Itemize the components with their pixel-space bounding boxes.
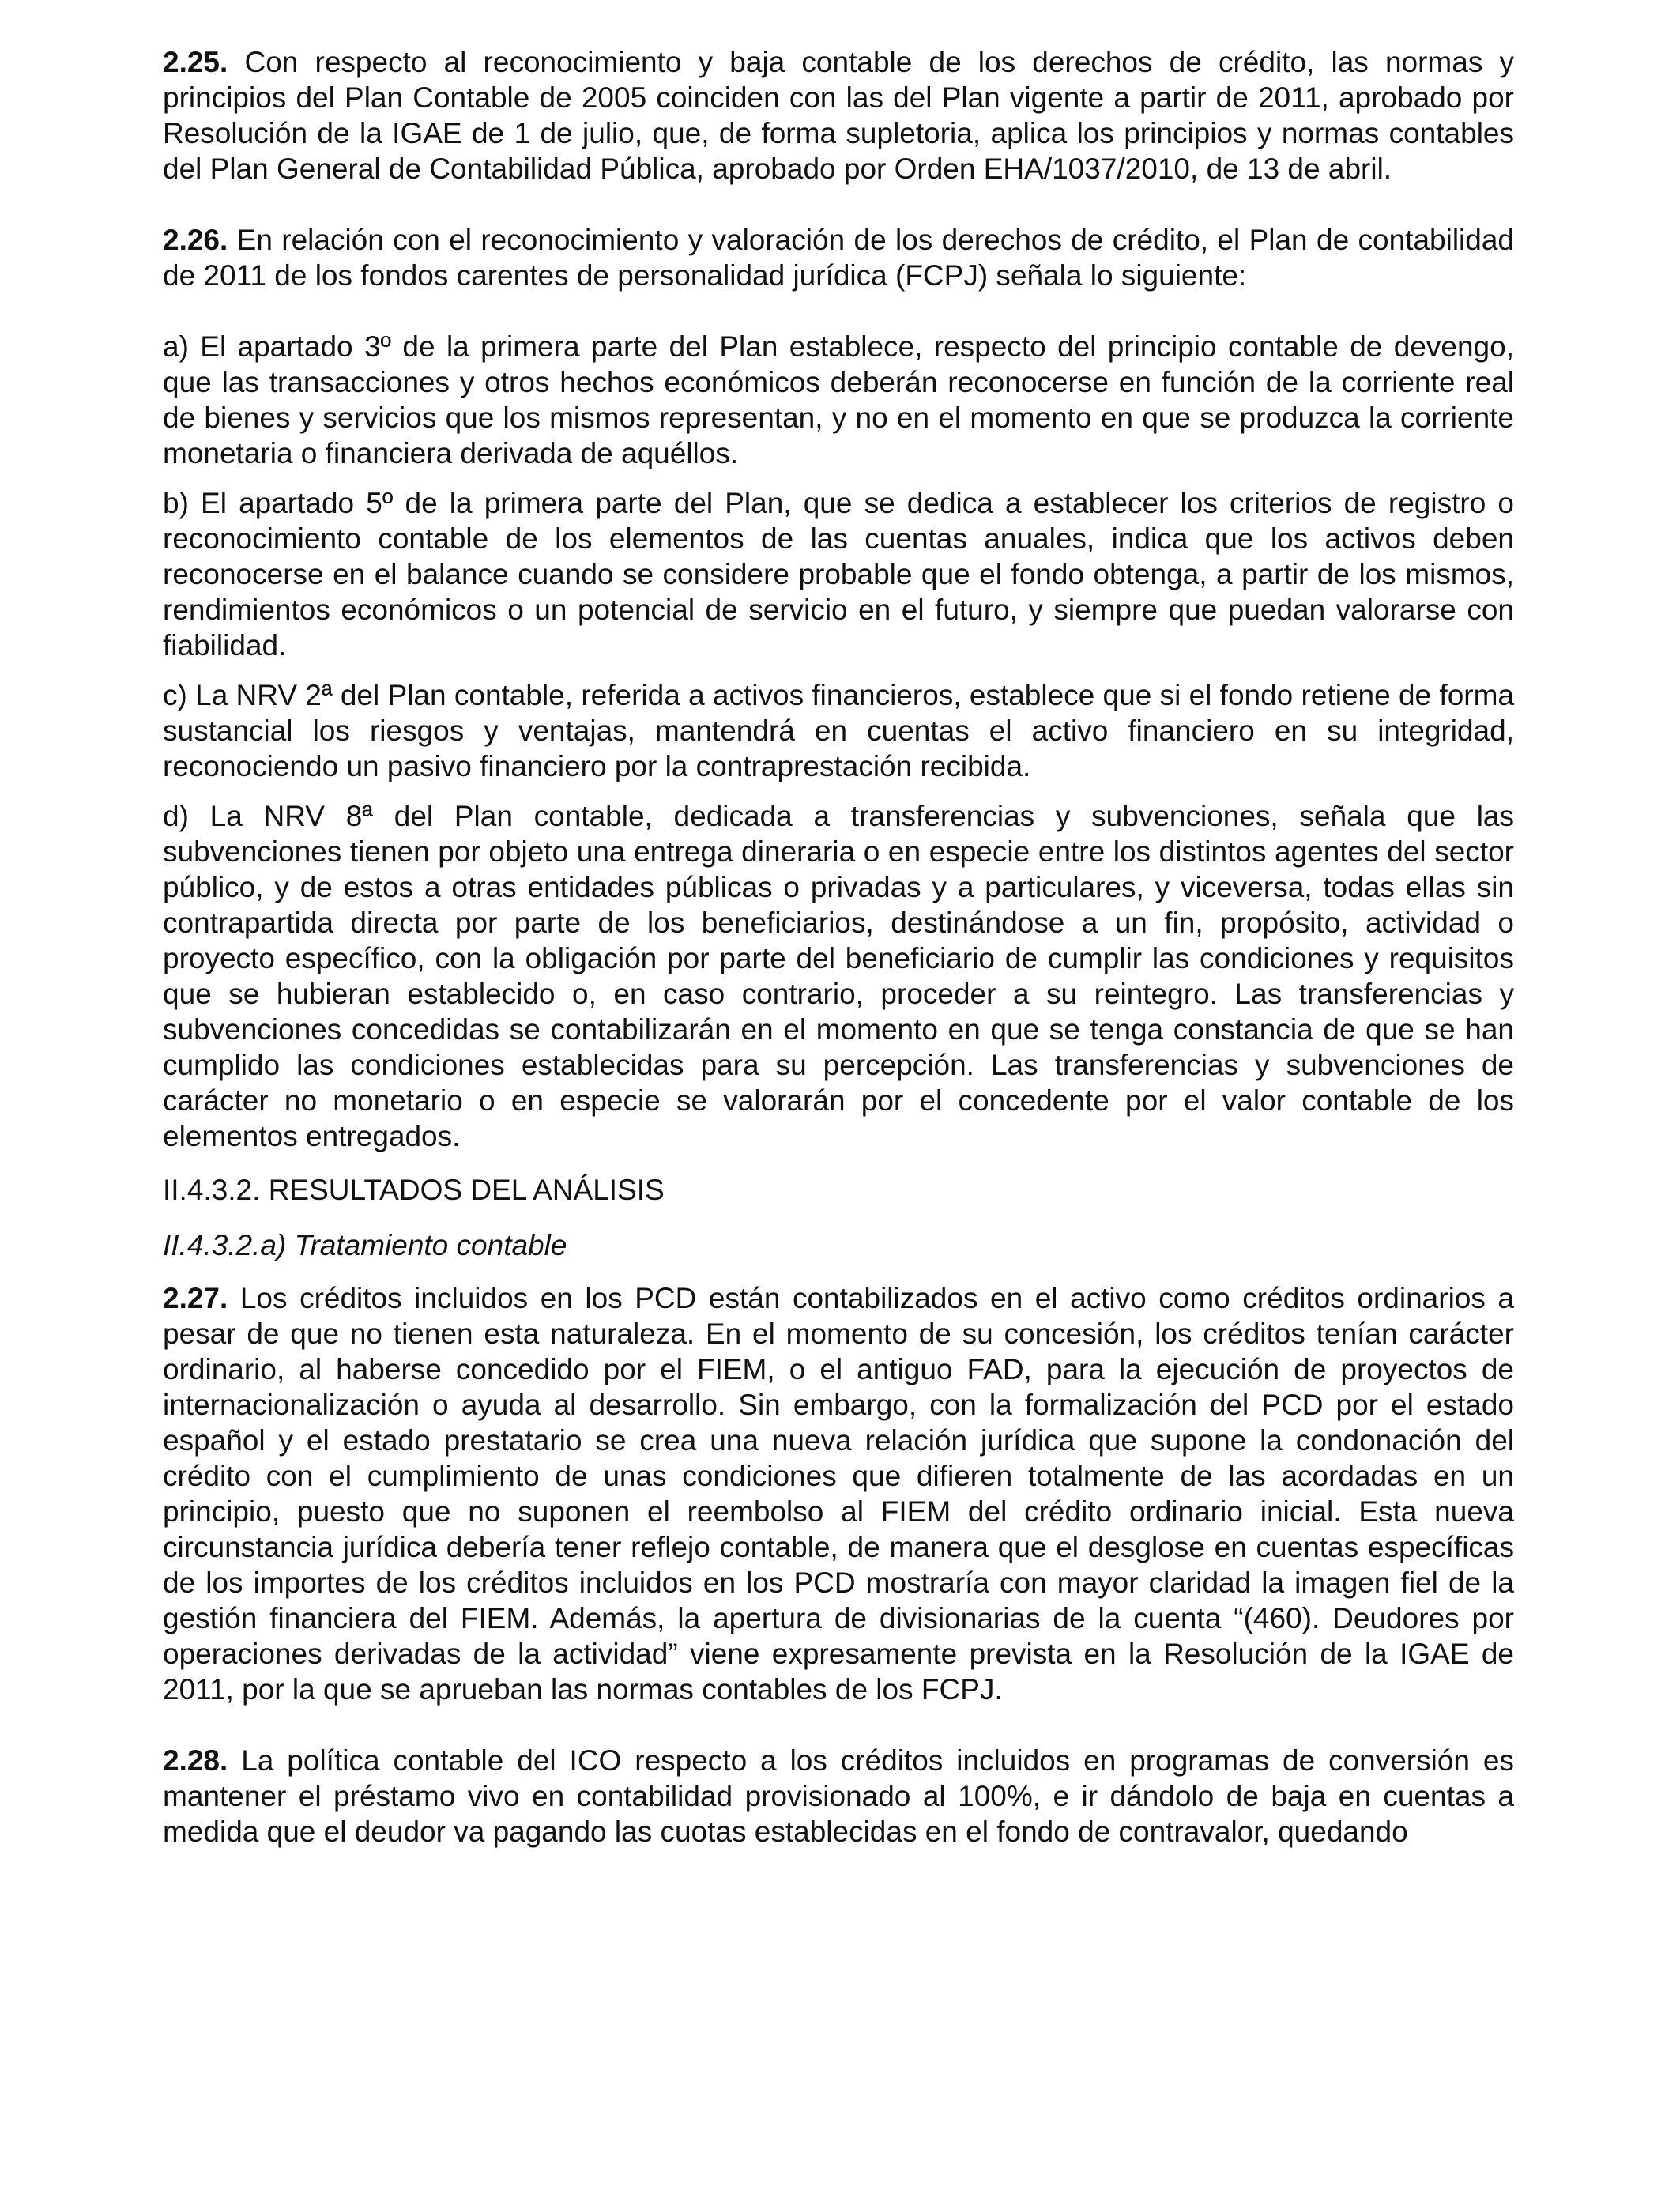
- paragraph-2-25: [163, 44, 1514, 187]
- subsection-heading: II.4.3.2.a) Tratamiento contable: [163, 1229, 567, 1261]
- paragraph-text: La política contable del ICO respecto a los créditos incluidos en programas de conversión es mantener el préstamo vivo en contabilidad provisionado al 100%, e ir dándolo de baja en cuentas a medida que el deudor va pagando las cuotas establecidas en el fondo de contravalor, quedando: [163, 1744, 1514, 1848]
- paragraph-number: 2.26.: [163, 224, 228, 256]
- list-item-b: b) El apartado 5º de la primera parte del Plan, que se dedica a establecer los criterios de registro o reconocimiento contable de los elementos de las cuentas anuales, indica que los activos deben reconocerse en el balance cuando se considere probable que el fondo obtenga, a partir de los mismos, rendimientos económicos o un potencial de servicio en el futuro, y siempre que puedan valorarse con fiabilidad.: [163, 487, 1514, 662]
- paragraph-2-28: [163, 1743, 1514, 1849]
- document-page: [163, 44, 1514, 1849]
- paragraph-number: 2.27.: [163, 1282, 228, 1314]
- paragraph-2-26: [163, 222, 1514, 293]
- paragraph-2-27: [163, 1280, 1514, 1707]
- list-item-a: a) El apartado 3º de la primera parte del Plan establece, respecto del principio contable de devengo, que las transacciones y otros hechos económicos deberán reconocerse en función de la corriente real de bienes y servicios que los mismos representan, y no en el momento en que se produzca la corriente monetaria o financiera derivada de aquéllos.: [163, 330, 1514, 469]
- list-item-c: c) La NRV 2ª del Plan contable, referida a activos financieros, establece que si el fondo retiene de forma sustancial los riesgos y ventajas, mantendrá en cuentas el activo financiero en su integridad, reconociendo un pasivo financiero por la contraprestación recibida.: [163, 679, 1514, 782]
- paragraph-text: En relación con el reconocimiento y valoración de los derechos de crédito, el Plan de contabilidad de 2011 de los fondos carentes de personalidad jurídica (FCPJ) señala lo siguiente:: [163, 224, 1514, 292]
- paragraph-text: Los créditos incluidos en los PCD están contabilizados en el activo como créditos ordinarios a pesar de que no tienen esta naturaleza. En el momento de su concesión, los créditos tenían carácter ordinario, al haberse concedido por el FIEM, o el antiguo FAD, para la ejecución de proyectos de internacionalización o ayuda al desarrollo. Sin embargo, con la formalización del PCD por el estado español y el estado prestatario se crea una nueva relación jurídica que supone la condonación del crédito con el cumplimiento de unas condiciones que difieren totalmente de las acordadas en un principio, puesto que no suponen el reembolso al FIEM del crédito ordinario inicial. Esta nueva circunstancia jurídica debería tener reflejo contable, de manera que el desglose en cuentas específicas de los importes de los créditos incluidos en los PCD mostraría con mayor claridad la imagen fiel de la gestión financiera del FIEM. Además, la apertura de divisionarias de la cuenta “(460). Deudores por operaciones derivadas de la actividad” viene expresamente prevista en la Resolución de la IGAE de 2011, por la que se aprueban las normas contables de los FCPJ.: [163, 1282, 1515, 1706]
- paragraph-number: 2.28.: [163, 1744, 228, 1777]
- paragraph-text: Con respecto al reconocimiento y baja contable de los derechos de crédito, las normas y principios del Plan Contable de 2005 coinciden con las del Plan vigente a partir de 2011, aprobado por Resolución de la IGAE de 1 de julio, que, de forma supletoria, aplica los principios y normas contables del Plan General de Contabilidad Pública, aprobado por Orden EHA/1037/2010, de 13 de abril.: [163, 46, 1514, 185]
- paragraph-number: 2.25.: [163, 46, 228, 78]
- section-heading: II.4.3.2. RESULTADOS DEL ANÁLISIS: [163, 1174, 665, 1206]
- list-item-d: d) La NRV 8ª del Plan contable, dedicada a transferencias y subvenciones, señala que las subvenciones tienen por objeto una entrega dineraria o en especie entre los distintos agentes del sector público, y de estos a otras entidades públicas o privadas y a particulares, y viceversa, todas ellas sin contrapartida directa por parte de los beneficiarios, destinándose a un fin, propósito, actividad o proyecto específico, con la obligación por parte del beneficiario de cumplir las condiciones y requisitos que se hubieran establecido o, en caso contrario, proceder a su reintegro. Las transferencias y subvenciones concedidas se contabilizarán en el momento en que se tenga constancia de que se han cumplido las condiciones establecidas para su percepción. Las transferencias y subvenciones de carácter no monetario o en especie se valorarán por el concedente por el valor contable de los elementos entregados.: [163, 800, 1514, 1152]
